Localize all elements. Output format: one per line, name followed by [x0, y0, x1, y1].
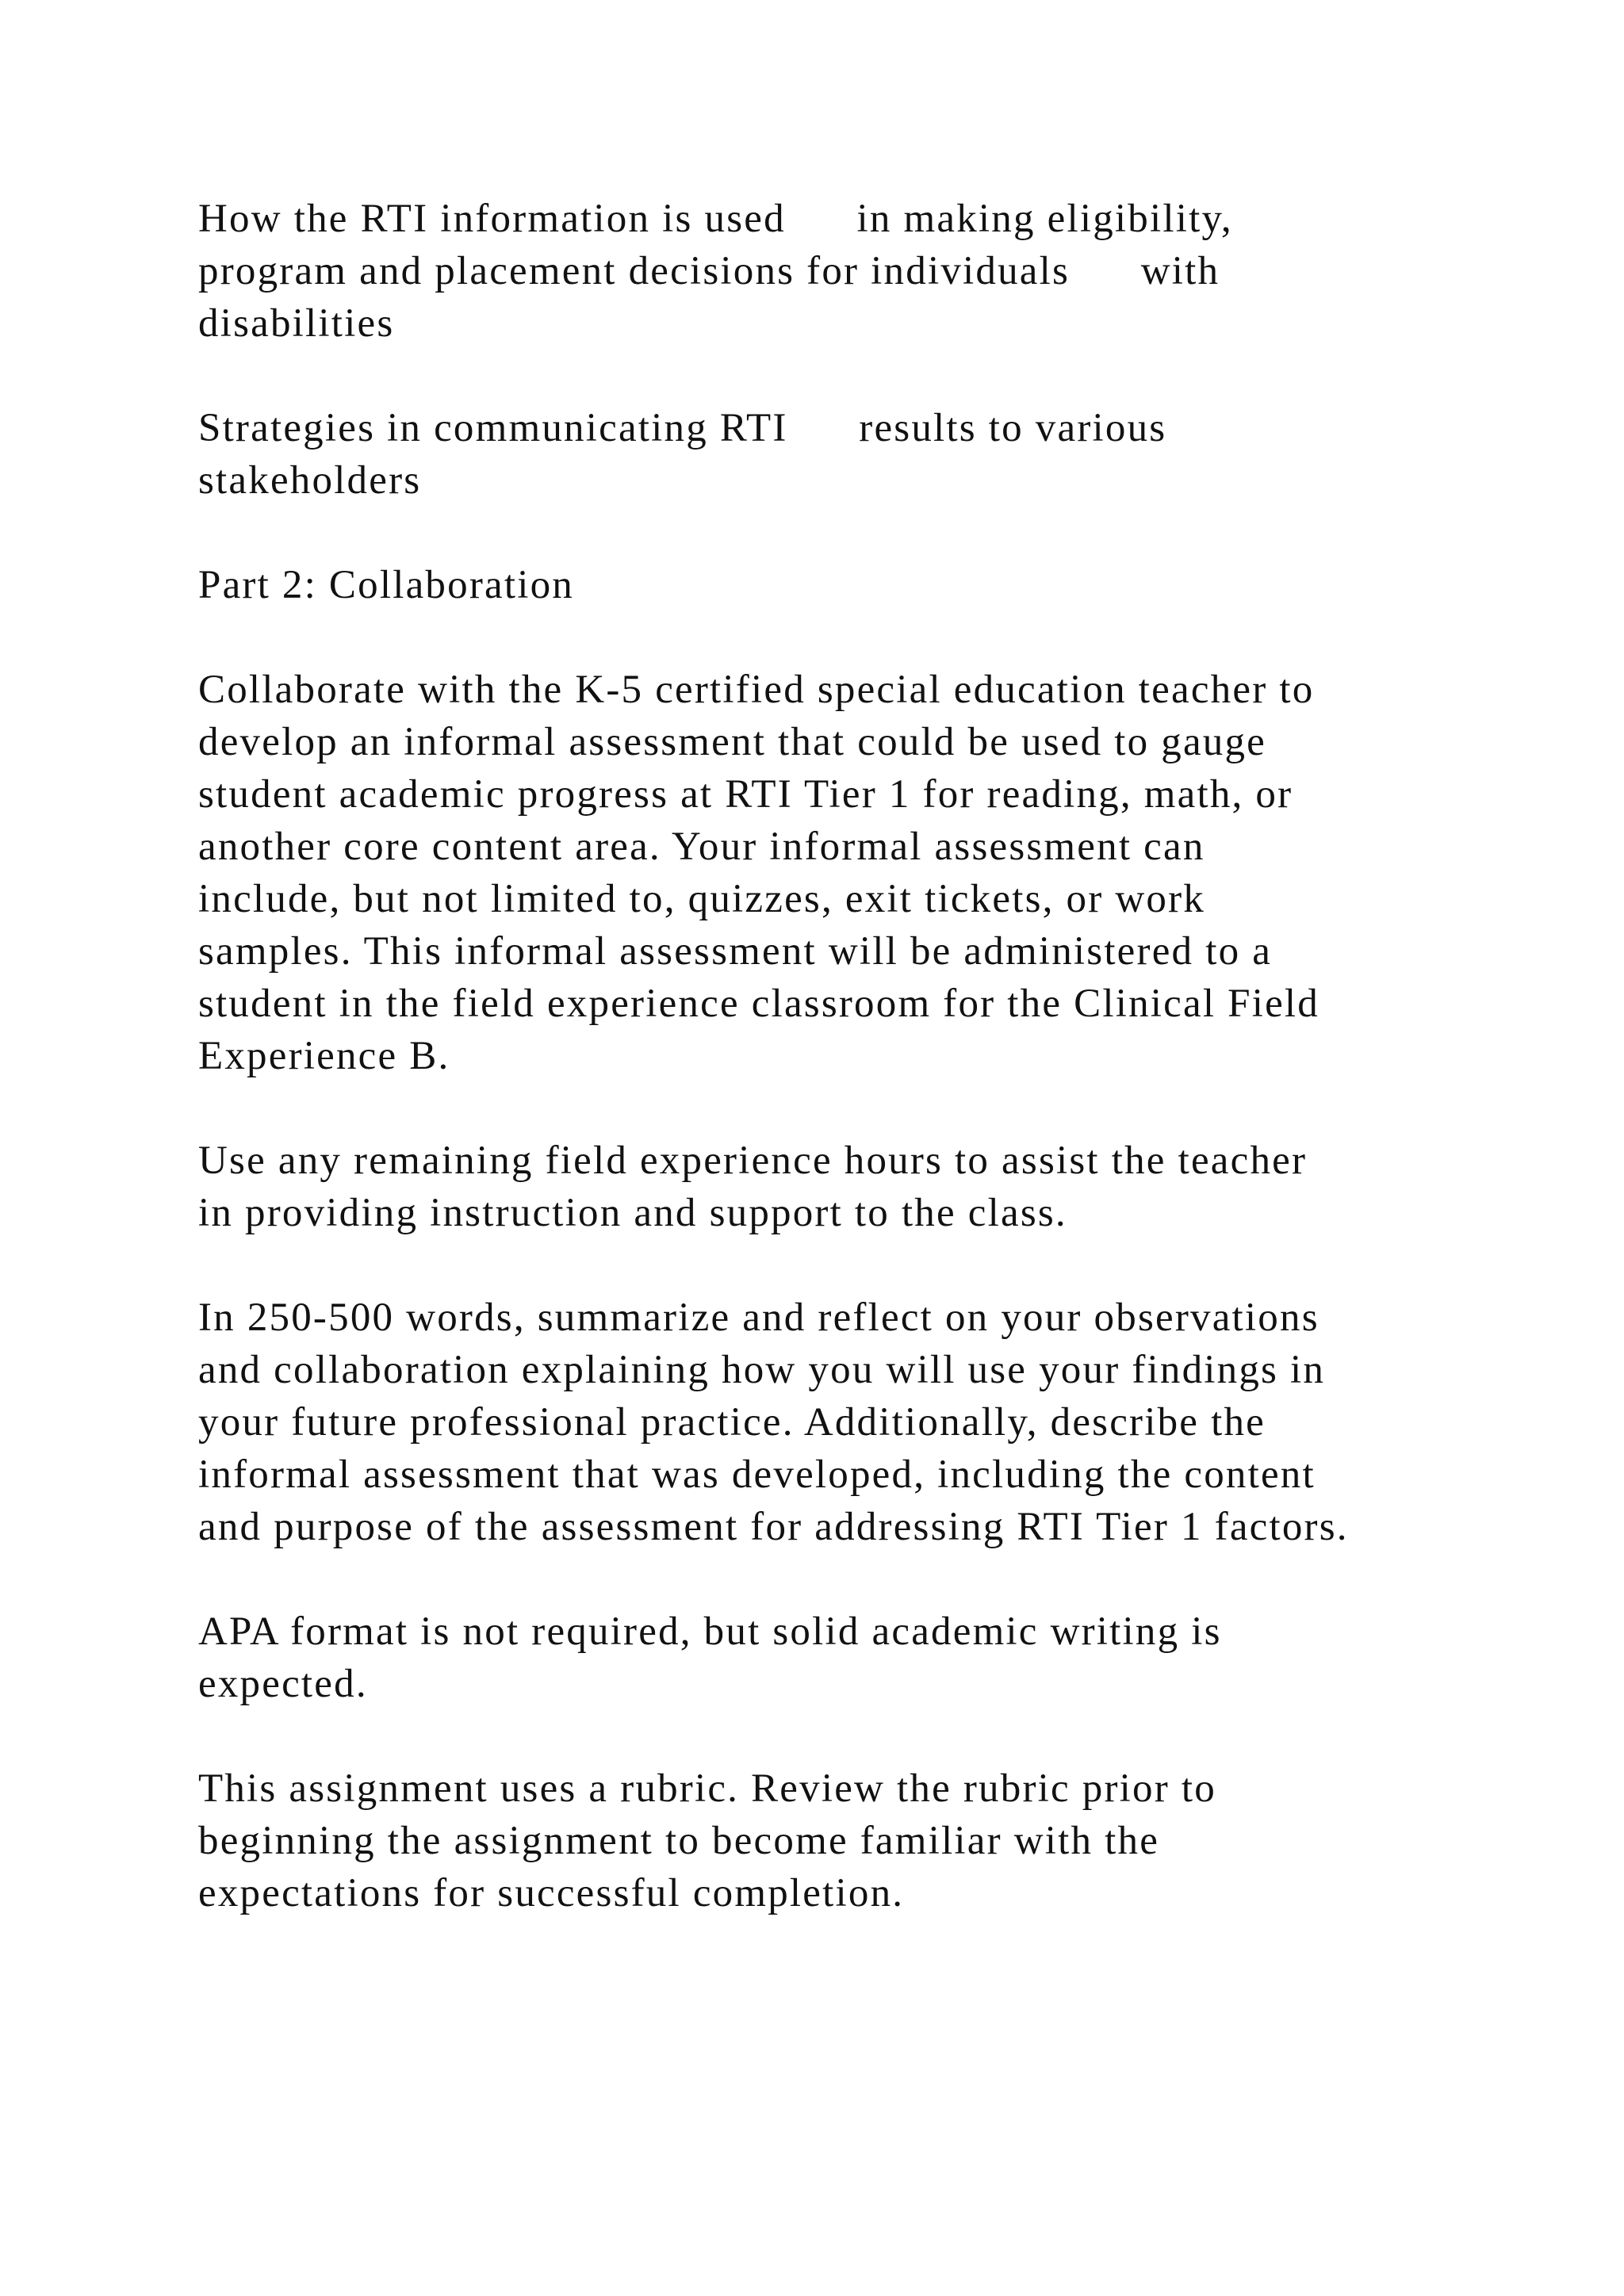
text-line: In 250-500 words, summarize and reflect on your observations	[198, 1295, 1320, 1340]
text-line: beginning the assignment to become familiar with the	[198, 1819, 1160, 1863]
text-line: develop an informal assessment that could be used to gauge	[198, 720, 1267, 764]
text-line: stakeholders	[198, 458, 422, 503]
text-line: expected.	[198, 1662, 368, 1706]
text-line: expectations for successful completion.	[198, 1871, 905, 1915]
text-line: informal assessment that was developed, including the content	[198, 1452, 1316, 1497]
text-line: This assignment uses a rubric. Review the rubric prior to	[198, 1766, 1216, 1811]
paragraph-rubric	[198, 1762, 1483, 1919]
text-line: student in the field experience classroom for the Clinical Field	[198, 982, 1320, 1026]
section-heading-text: Part 2: Collaboration	[198, 563, 574, 607]
section-heading	[198, 559, 1483, 611]
text-line: Experience B.	[198, 1034, 450, 1078]
paragraph-field-hours	[198, 1135, 1483, 1239]
paragraph-collaboration	[198, 664, 1483, 1082]
text-line: student academic progress at RTI Tier 1 for reading, math, or	[198, 772, 1293, 817]
text-line: APA format is not required, but solid academic writing is	[198, 1609, 1222, 1654]
text-line: disabilities	[198, 301, 395, 346]
text-line: Collaborate with the K-5 certified special education teacher to	[198, 668, 1315, 712]
text-line: Use any remaining field experience hours to assist the teacher	[198, 1138, 1308, 1183]
text-line: another core content area. Your informal assessment can	[198, 825, 1205, 869]
text-line: samples. This informal assessment will be administered to a	[198, 929, 1273, 974]
text-line: and purpose of the assessment for addressing RTI Tier 1 factors.	[198, 1505, 1349, 1549]
text-line: and collaboration explaining how you will use your findings in	[198, 1348, 1326, 1392]
text-line: your future professional practice. Additionally, describe the	[198, 1400, 1266, 1445]
text-line: program and placement decisions for individuals with	[198, 249, 1220, 293]
text-line: Strategies in communicating RTI results to various	[198, 406, 1167, 450]
text-line: include, but not limited to, quizzes, exit tickets, or work	[198, 877, 1205, 921]
text-line: How the RTI information is used in making eligibility,	[198, 197, 1233, 241]
paragraph-apa-format	[198, 1605, 1483, 1710]
bullet-item-communication-strategies	[198, 402, 1483, 507]
paragraph-reflection	[198, 1292, 1483, 1553]
document-body	[198, 193, 1483, 1972]
text-line: in providing instruction and support to the class.	[198, 1191, 1067, 1235]
bullet-item-rti-usage	[198, 193, 1483, 350]
